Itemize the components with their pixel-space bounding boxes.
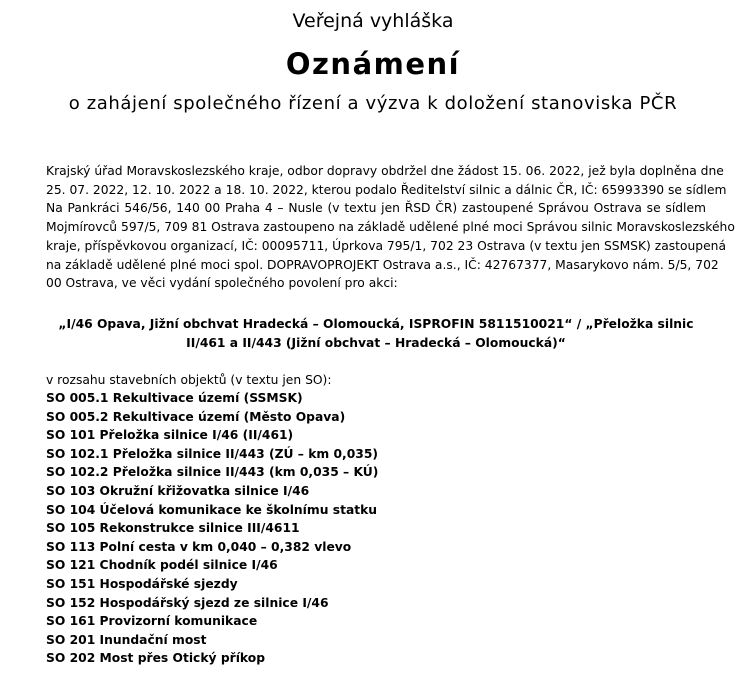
project-name-line: „I/46 Opava, Jižní obchvat Hradecká – Olomoucká, ISPROFIN 5811510021“ / „Přeložka silnic [58, 317, 694, 331]
intro-line: kraje, příspěvkovou organizací, IČ: 00095711, Úprkova 795/1, 702 23 Ostrava (v textu jen SSMSK) zastoupená [46, 238, 726, 253]
list-item: SO 102.1 Přeložka silnice II/443 (ZÚ – km 0,035) [46, 446, 379, 461]
list-item: SO 202 Most přes Otický příkop [46, 651, 266, 666]
list-item: SO 201 Inundační most [46, 632, 207, 647]
intro-line: 25. 07. 2022, 12. 10. 2022 a 18. 10. 2022, kterou podalo Ředitelství silnic a dálnic ČR, IČ: 65993390 se sídlem [46, 182, 727, 197]
intro-line: 00 Ostrava, ve věci vydání společného povolení pro akci: [46, 276, 398, 291]
list-item: SO 105 Rekonstrukce silnice III/4611 [46, 521, 300, 536]
scope-label: v rozsahu stavebních objektů (v textu jen SO): [46, 373, 332, 387]
intro-line: Mojmírovců 597/5, 709 81 Ostrava zastoupeno na základě udělené plné moci Správou silnic Moravskoslezského [46, 220, 735, 235]
intro-line: na základě udělené plné moci spol. DOPRAVOPROJEKT Ostrava a.s., IČ: 42767377, Masarykovo nám. 5/5, 702 [46, 257, 719, 272]
list-item: SO 152 Hospodářský sjezd ze silnice I/46 [46, 595, 329, 610]
notice-kind: Veřejná vyhláška [292, 10, 454, 32]
list-item: SO 121 Chodník podél silnice I/46 [46, 558, 278, 573]
list-item: SO 102.2 Přeložka silnice II/443 (km 0,035 – KÚ) [46, 465, 379, 480]
list-item: SO 101 Přeložka silnice I/46 (II/461) [46, 428, 294, 443]
list-item: SO 104 Účelová komunikace ke školnímu statku [46, 502, 378, 517]
project-name-line: II/461 a II/443 (Jižní obchvat – Hradecká – Olomoucká)“ [186, 335, 566, 350]
list-item: SO 005.1 Rekultivace území (SSMSK) [46, 391, 303, 405]
list-item: SO 161 Provizorní komunikace [46, 614, 258, 629]
intro-line: Na Pankráci 546/56, 140 00 Praha 4 – Nusle (v textu jen ŘSD ČR) zastoupené Správou Ostrava se sídlem [46, 201, 706, 216]
list-item: SO 113 Polní cesta v km 0,040 – 0,382 vlevo [46, 539, 352, 554]
list-item: SO 151 Hospodářské sjezdy [46, 576, 238, 591]
list-item: SO 005.2 Rekultivace území (Město Opava) [46, 409, 346, 424]
list-item: SO 103 Okružní křižovatka silnice I/46 [46, 483, 310, 498]
notice-title: Oznámení [285, 47, 461, 81]
project-name [46, 315, 706, 352]
intro-line: Krajský úřad Moravskoslezského kraje, odbor dopravy obdržel dne žádost 15. 06. 2022, jež byla doplněna dne [46, 164, 724, 178]
building-objects-list [46, 389, 378, 668]
intro-paragraph [46, 162, 735, 293]
notice-subtitle: o zahájení společného řízení a výzva k doložení stanoviska PČR [68, 93, 678, 114]
